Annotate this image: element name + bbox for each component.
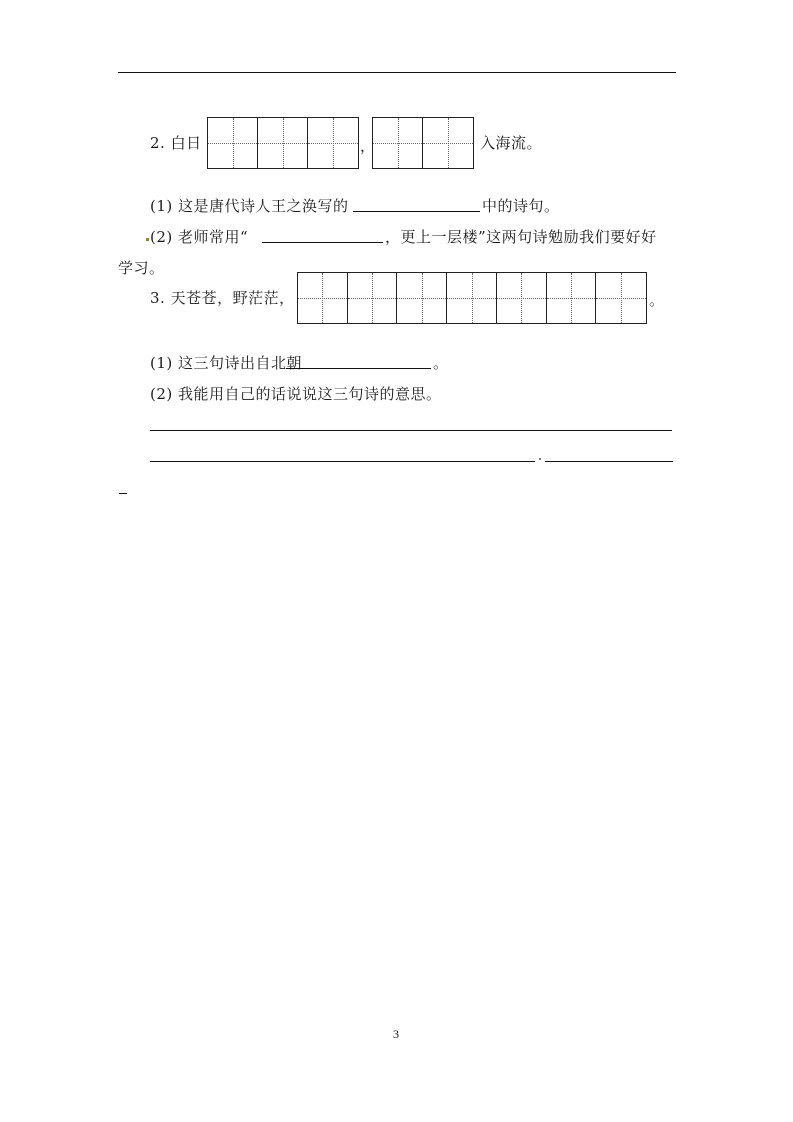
answer-line-2b[interactable] [545, 461, 673, 462]
header-rule [118, 72, 676, 73]
grid-cell[interactable] [423, 118, 473, 168]
grid-cell[interactable] [258, 118, 308, 168]
q2-sub1-after: 中的诗句。 [482, 197, 560, 215]
stray-dash-mark [119, 493, 127, 494]
q3-suffix: 。 [649, 291, 665, 309]
q2-suffix: 入海流。 [480, 134, 543, 152]
q2-sub2-text: (2) 老师常用“ [150, 228, 249, 246]
grid-cell[interactable] [397, 273, 447, 323]
grid-cell[interactable] [596, 273, 646, 323]
q3-sub1-text: (1) 这三句诗出自北朝 [150, 354, 303, 372]
q3-answer-grid[interactable] [297, 272, 647, 324]
grid-cell[interactable] [547, 273, 597, 323]
answer-line-1[interactable] [150, 430, 672, 431]
q2-answer-grid-1[interactable] [207, 117, 359, 169]
grid-cell[interactable] [373, 118, 423, 168]
q2-sub2-blank[interactable] [262, 242, 383, 243]
grid-cell[interactable] [497, 273, 547, 323]
q2-sub1-blank[interactable] [353, 211, 480, 212]
q3-prefix: 3. 天苍苍，野茫茫， [150, 289, 295, 307]
stray-dot-mark [146, 238, 149, 241]
q2-prefix: 2. 白日 [150, 134, 202, 152]
grid-cell[interactable] [447, 273, 497, 323]
q3-sub1-blank[interactable] [286, 368, 431, 369]
grid-cell[interactable] [298, 273, 348, 323]
q2-comma: ， [360, 137, 376, 155]
page-number: 3 [393, 1027, 399, 1041]
stray-dot-mark [539, 458, 541, 460]
grid-cell[interactable] [308, 118, 358, 168]
q3-sub1-after: 。 [433, 354, 449, 372]
q2-sub1-text: (1) 这是唐代诗人王之涣写的 [150, 197, 349, 215]
answer-line-2a[interactable] [150, 461, 535, 462]
grid-cell[interactable] [348, 273, 398, 323]
q3-sub2-text: (2) 我能用自己的话说说这三句诗的意思。 [150, 385, 442, 403]
grid-cell[interactable] [208, 118, 258, 168]
q2-sub2-continuation: 学习。 [118, 259, 165, 277]
q2-sub2-after: ，更上一层楼”这两句诗勉励我们要好好 [385, 228, 657, 246]
q2-answer-grid-2[interactable] [372, 117, 474, 169]
